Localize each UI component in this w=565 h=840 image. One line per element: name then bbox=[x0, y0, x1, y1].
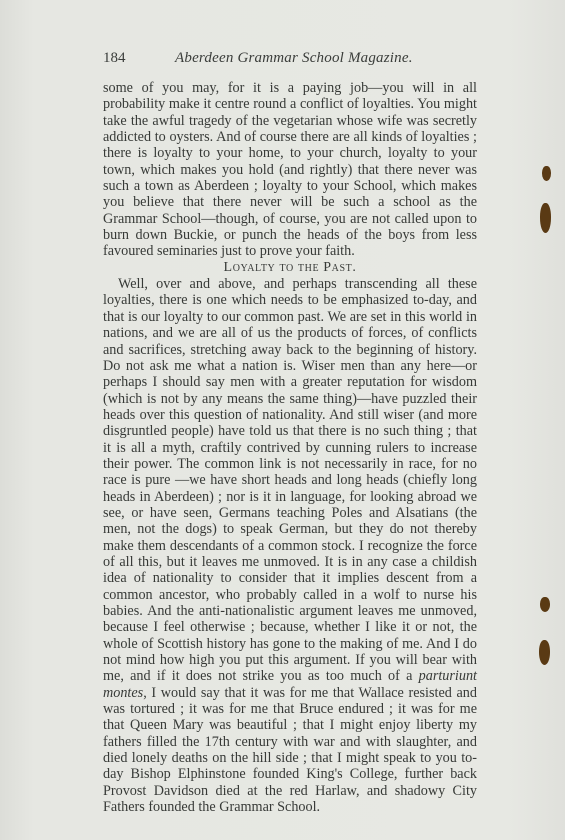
paragraph-2-text-b: , I would say that it was for me that Wallace resisted and was tortured ; it was for me that Bruce endured ; it was for me that Queen Mary was beautiful ; that I might enjoy liberty my fathers filled the 17th century with war and with slaughter, and died lonely deaths on the hill side ; that I might speak to you to-day Bishop Elphinstone founded King's College, further back Provost Davidson died at the red Harlaw, and shadowy City Fathers founded the Grammar School. bbox=[103, 684, 477, 816]
body-text bbox=[103, 80, 477, 815]
binding-stain-1 bbox=[542, 166, 551, 181]
binding-stain-2 bbox=[540, 203, 551, 233]
paragraph-2-text-a: Well, over and above, and perhaps transcending all these loyalties, there is one which needs to be emphasized to-day, and that is our loyalty to our common past. We are set in this world in nations, and we are all of us the products of forces, of conflicts and sacrifices, stretching away back to the beginning of history. Do not ask me what a nation is. Wiser men than any here—or perhaps I should say men with a greater reputation for wisdom (which is not by any means the same thing)—have puzzled their heads over this question of nationality. And still wiser (and more disgruntled people) have told us that there is no such thing ; that it is all a myth, craftily contrived by cunning rulers to increase their power. The common link is not necessarily in race, for no race is pure —we have short heads and long heads (chiefly long heads in Aberdeen) ; nor is it in language, for looking abroad we see, or have seen, Germans teaching Poles and Alsatians (the men, not the dogs) to speak German, but they do not thereby make them descendants of a common stock. I recognize the force of all this, but it leaves me unmoved. It is in any case a childish idea of nationality to consider that it implies descent from a common ancestor, who probably called in a wolf to nurse his babies. And the anti-nationalistic argument leaves me unmoved, because I feel otherwise ; because, whether I like it or not, the whole of Scottish history has gone to the making of me. And I do not mind how high you put this argument. If you will bear with me, and if it does not strike you as too much of a bbox=[103, 276, 477, 685]
paragraph-2 bbox=[103, 276, 477, 815]
latin-phrase: parturiunt montes bbox=[103, 668, 477, 701]
paragraph-1: some of you may, for it is a paying job—you will in all probability make it centre round a conflict of loyalties. You might take the awful tragedy of the vegetarian whose wife was secretly addicted to oysters. And of course there are all kinds of loyalties ; there is loyalty to your home, to your church, loyalty to your town, which makes you hold (and rightly) that there never was such a town as Aberdeen ; loyalty to your School, which makes you believe that there never will be such a school as the Grammar School—though, of course, you are not called upon to burn down Buckie, or punch the heads of the boys from less favoured seminaries just to prove your faith. bbox=[103, 80, 477, 260]
page-number: 184 bbox=[103, 50, 126, 66]
page-header bbox=[103, 50, 473, 70]
running-title: Aberdeen Grammar School Magazine. bbox=[175, 50, 413, 66]
binding-stain-4 bbox=[539, 640, 550, 665]
binding-stain-3 bbox=[540, 597, 550, 612]
section-heading: Loyalty to the Past. bbox=[223, 259, 357, 275]
